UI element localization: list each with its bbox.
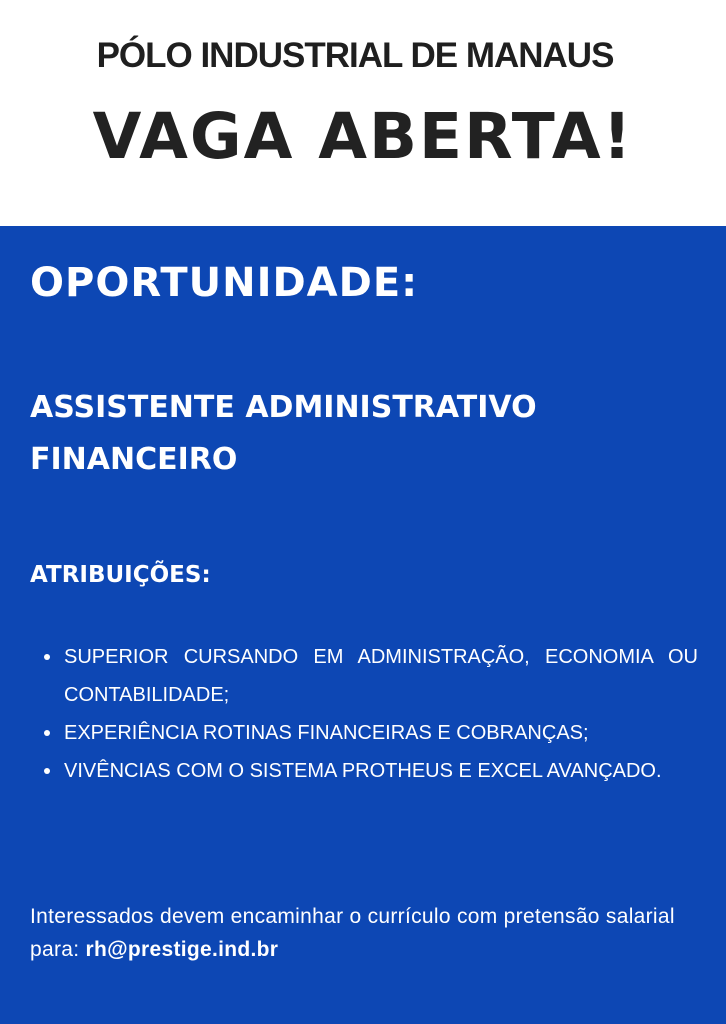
header-section — [0, 0, 726, 226]
section-title: OPORTUNIDADE: — [30, 260, 419, 306]
list-item — [38, 714, 698, 752]
attributes-heading: ATRIBUIÇÕES: — [30, 562, 211, 588]
role-title — [30, 382, 710, 486]
list-item-text: VIVÊNCIAS COM O SISTEMA PROTHEUS E EXCEL AVANÇADO. — [64, 760, 662, 782]
application-instructions — [30, 900, 700, 966]
location-kicker: PÓLO INDUSTRIAL DE MANAUS — [96, 36, 614, 75]
bullet-icon — [44, 654, 50, 660]
list-item-text: SUPERIOR CURSANDO EM ADMINISTRAÇÃO, ECONOMIA OU CONTABILIDADE; — [64, 646, 698, 706]
attributes-list — [38, 638, 698, 790]
headline: VAGA ABERTA! — [92, 100, 634, 173]
bullet-icon — [44, 730, 50, 736]
instructions-text: Interessados devem encaminhar o currículo com pretensão salarial para: — [30, 905, 675, 961]
bullet-icon — [44, 768, 50, 774]
role-title-line-1: ASSISTENTE ADMINISTRATIVO — [30, 390, 537, 425]
list-item — [38, 752, 698, 790]
job-panel — [0, 226, 726, 1024]
list-item-text: EXPERIÊNCIA ROTINAS FINANCEIRAS E COBRANÇAS; — [64, 722, 589, 744]
role-title-line-2: FINANCEIRO — [30, 442, 238, 477]
contact-email[interactable]: rh@prestige.ind.br — [85, 938, 279, 961]
list-item — [38, 638, 698, 714]
